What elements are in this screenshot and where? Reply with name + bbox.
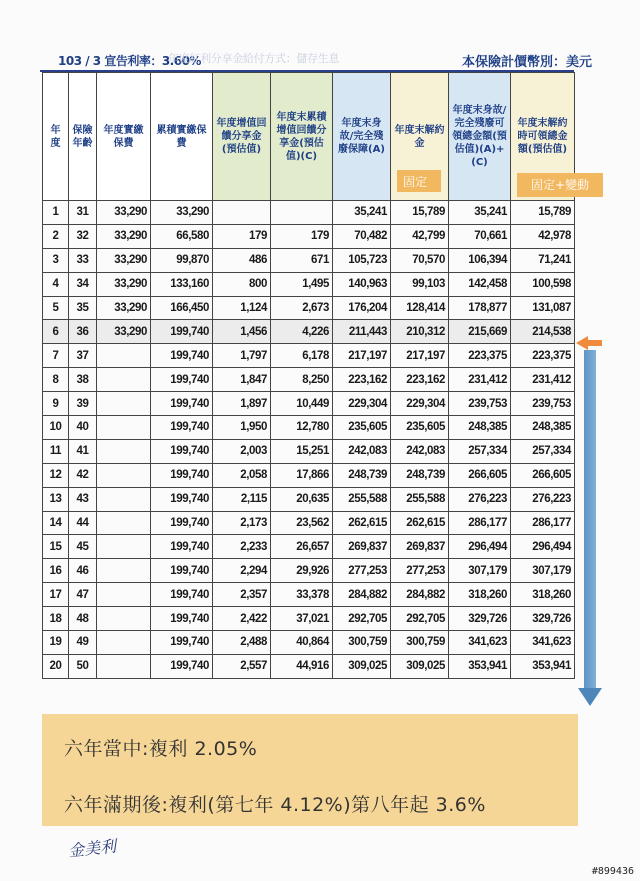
cell-annual-premium xyxy=(97,583,151,607)
header-total-death: 年度末身故/完全殘廢可領總金額(預估值)(A)+(C) xyxy=(449,73,511,201)
blue-range-bar xyxy=(584,350,596,690)
cell-total-surrender: 286,177 xyxy=(511,511,575,535)
table-row xyxy=(43,392,575,416)
cell-total-surrender: 307,179 xyxy=(511,559,575,583)
cell-cum-bonus: 2,673 xyxy=(271,296,333,320)
tag-fixed: 固定 xyxy=(397,170,441,192)
cell-year: 15 xyxy=(43,535,69,559)
header-annual-bonus: 年度增值回饋分享金(預估值) xyxy=(213,73,271,201)
cell-year: 10 xyxy=(43,416,69,440)
cell-total-death: 106,394 xyxy=(449,248,511,272)
cell-total-death: 231,412 xyxy=(449,368,511,392)
cell-total-surrender: 231,412 xyxy=(511,368,575,392)
faded-header-text: 年度紅利分享金給付方式：儲存生息 xyxy=(168,52,340,65)
cell-cum-bonus: 33,378 xyxy=(271,583,333,607)
cell-cum-premium: 166,450 xyxy=(151,296,213,320)
cell-total-death: 215,669 xyxy=(449,320,511,344)
cell-total-death: 178,877 xyxy=(449,296,511,320)
summary-box xyxy=(42,714,578,826)
cell-death-benefit: 211,443 xyxy=(333,320,391,344)
cell-year: 20 xyxy=(43,654,69,678)
cell-cum-bonus: 671 xyxy=(271,248,333,272)
cell-cum-bonus: 29,926 xyxy=(271,559,333,583)
cell-total-death: 223,375 xyxy=(449,344,511,368)
cell-total-death: 329,726 xyxy=(449,607,511,631)
cell-year: 14 xyxy=(43,511,69,535)
cell-cum-premium: 199,740 xyxy=(151,607,213,631)
table-header-row xyxy=(43,73,575,201)
cell-surrender: 248,739 xyxy=(391,463,449,487)
cell-cum-premium: 99,870 xyxy=(151,248,213,272)
cell-age: 33 xyxy=(69,248,97,272)
cell-annual-bonus: 179 xyxy=(213,224,271,248)
cell-cum-bonus: 10,449 xyxy=(271,392,333,416)
cell-age: 41 xyxy=(69,439,97,463)
cell-age: 45 xyxy=(69,535,97,559)
cell-surrender: 242,083 xyxy=(391,439,449,463)
cell-cum-bonus: 4,226 xyxy=(271,320,333,344)
header-cum-bonus: 年度末累積增值回饋分享金(預估值)(C) xyxy=(271,73,333,201)
cell-annual-bonus: 800 xyxy=(213,272,271,296)
cell-age: 38 xyxy=(69,368,97,392)
cell-annual-premium: 33,290 xyxy=(97,201,151,225)
cell-annual-bonus: 2,294 xyxy=(213,559,271,583)
header-total-surrender: 年度末解約時可領總金額(預估值) xyxy=(511,73,575,201)
table-row xyxy=(43,201,575,225)
cell-total-surrender: 131,087 xyxy=(511,296,575,320)
cell-year: 4 xyxy=(43,272,69,296)
cell-total-death: 296,494 xyxy=(449,535,511,559)
cell-total-surrender: 257,334 xyxy=(511,439,575,463)
header-death-benefit: 年度末身故/完全殘廢保障(A) xyxy=(333,73,391,201)
cell-cum-premium: 199,740 xyxy=(151,654,213,678)
cell-cum-premium: 33,290 xyxy=(151,201,213,225)
cell-age: 50 xyxy=(69,654,97,678)
cell-total-surrender: 353,941 xyxy=(511,654,575,678)
cell-age: 36 xyxy=(69,320,97,344)
cell-age: 31 xyxy=(69,201,97,225)
header-cum-premium: 累積實繳保費 xyxy=(151,73,213,201)
cell-year: 9 xyxy=(43,392,69,416)
summary-line-1: 六年當中:複利 2.05% xyxy=(64,738,258,760)
cell-annual-bonus: 2,115 xyxy=(213,487,271,511)
cell-year: 18 xyxy=(43,607,69,631)
cell-death-benefit: 255,588 xyxy=(333,487,391,511)
summary-line-2: 六年滿期後:複利(第七年 4.12%)第八年起 3.6% xyxy=(64,794,486,816)
cell-year: 19 xyxy=(43,631,69,655)
cell-death-benefit: 262,615 xyxy=(333,511,391,535)
cell-total-death: 239,753 xyxy=(449,392,511,416)
cell-total-death: 353,941 xyxy=(449,654,511,678)
cell-age: 47 xyxy=(69,583,97,607)
cell-total-surrender: 100,598 xyxy=(511,272,575,296)
cell-year: 17 xyxy=(43,583,69,607)
cell-total-death: 286,177 xyxy=(449,511,511,535)
cell-cum-premium: 199,740 xyxy=(151,631,213,655)
cell-death-benefit: 300,759 xyxy=(333,631,391,655)
cell-surrender: 262,615 xyxy=(391,511,449,535)
cell-surrender: 235,605 xyxy=(391,416,449,440)
cell-annual-premium xyxy=(97,344,151,368)
orange-arrow-icon xyxy=(576,336,588,350)
cell-year: 5 xyxy=(43,296,69,320)
cell-year: 8 xyxy=(43,368,69,392)
cell-age: 42 xyxy=(69,463,97,487)
cell-surrender: 255,588 xyxy=(391,487,449,511)
cell-annual-bonus xyxy=(213,201,271,225)
cell-age: 35 xyxy=(69,296,97,320)
table-row xyxy=(43,559,575,583)
cell-age: 40 xyxy=(69,416,97,440)
cell-death-benefit: 284,882 xyxy=(333,583,391,607)
cell-surrender: 229,304 xyxy=(391,392,449,416)
cell-annual-bonus: 486 xyxy=(213,248,271,272)
table-row xyxy=(43,511,575,535)
cell-year: 13 xyxy=(43,487,69,511)
cell-annual-bonus: 2,058 xyxy=(213,463,271,487)
table-row xyxy=(43,416,575,440)
cell-total-death: 142,458 xyxy=(449,272,511,296)
cell-death-benefit: 35,241 xyxy=(333,201,391,225)
cell-total-surrender: 42,978 xyxy=(511,224,575,248)
table-row xyxy=(43,272,575,296)
cell-total-surrender: 214,538 xyxy=(511,320,575,344)
cell-cum-premium: 199,740 xyxy=(151,535,213,559)
cell-annual-premium xyxy=(97,392,151,416)
cell-death-benefit: 70,482 xyxy=(333,224,391,248)
table-row xyxy=(43,224,575,248)
cell-cum-bonus: 15,251 xyxy=(271,439,333,463)
cell-cum-bonus: 6,178 xyxy=(271,344,333,368)
cell-total-death: 70,661 xyxy=(449,224,511,248)
cell-surrender: 269,837 xyxy=(391,535,449,559)
table-row xyxy=(43,296,575,320)
cell-surrender: 70,570 xyxy=(391,248,449,272)
cell-cum-premium: 199,740 xyxy=(151,416,213,440)
cell-cum-premium: 199,740 xyxy=(151,511,213,535)
cell-cum-premium: 199,740 xyxy=(151,344,213,368)
cell-year: 7 xyxy=(43,344,69,368)
cell-total-surrender: 329,726 xyxy=(511,607,575,631)
cell-annual-bonus: 2,357 xyxy=(213,583,271,607)
cell-surrender: 300,759 xyxy=(391,631,449,655)
policy-value-table xyxy=(42,72,575,679)
cell-total-death: 318,260 xyxy=(449,583,511,607)
cell-year: 3 xyxy=(43,248,69,272)
cell-total-surrender: 318,260 xyxy=(511,583,575,607)
cell-total-surrender: 266,605 xyxy=(511,463,575,487)
cell-year: 11 xyxy=(43,439,69,463)
cell-cum-bonus: 8,250 xyxy=(271,368,333,392)
cell-annual-bonus: 2,233 xyxy=(213,535,271,559)
cell-total-surrender: 296,494 xyxy=(511,535,575,559)
cell-cum-bonus: 179 xyxy=(271,224,333,248)
cell-annual-premium: 33,290 xyxy=(97,296,151,320)
cell-annual-premium xyxy=(97,631,151,655)
cell-death-benefit: 235,605 xyxy=(333,416,391,440)
cell-cum-premium: 199,740 xyxy=(151,392,213,416)
cell-total-death: 248,385 xyxy=(449,416,511,440)
cell-total-surrender: 223,375 xyxy=(511,344,575,368)
cell-annual-premium: 33,290 xyxy=(97,320,151,344)
cell-cum-premium: 133,160 xyxy=(151,272,213,296)
handwritten-signature: 金美利 xyxy=(67,836,117,861)
cell-cum-bonus: 17,866 xyxy=(271,463,333,487)
cell-annual-bonus: 2,557 xyxy=(213,654,271,678)
cell-cum-premium: 66,580 xyxy=(151,224,213,248)
cell-cum-premium: 199,740 xyxy=(151,368,213,392)
cell-annual-bonus: 1,897 xyxy=(213,392,271,416)
cell-surrender: 210,312 xyxy=(391,320,449,344)
cell-year: 1 xyxy=(43,201,69,225)
cell-death-benefit: 292,705 xyxy=(333,607,391,631)
header-annual-premium: 年度實繳保費 xyxy=(97,73,151,201)
cell-year: 2 xyxy=(43,224,69,248)
cell-annual-premium xyxy=(97,559,151,583)
cell-total-surrender: 15,789 xyxy=(511,201,575,225)
watermark-id: #899436 xyxy=(591,866,634,877)
cell-cum-bonus: 40,864 xyxy=(271,631,333,655)
header-year: 年度 xyxy=(43,73,69,201)
cell-annual-premium xyxy=(97,416,151,440)
cell-death-benefit: 277,253 xyxy=(333,559,391,583)
cell-age: 48 xyxy=(69,607,97,631)
table-row xyxy=(43,320,575,344)
tag-fixed-variable: 固定+變動 xyxy=(517,173,603,197)
cell-annual-bonus: 2,003 xyxy=(213,439,271,463)
cell-total-surrender: 248,385 xyxy=(511,416,575,440)
table-row xyxy=(43,439,575,463)
cell-death-benefit: 105,723 xyxy=(333,248,391,272)
cell-age: 49 xyxy=(69,631,97,655)
cell-cum-bonus: 23,562 xyxy=(271,511,333,535)
orange-arrow-tail xyxy=(588,340,602,346)
cell-surrender: 42,799 xyxy=(391,224,449,248)
table-row xyxy=(43,607,575,631)
cell-annual-premium xyxy=(97,368,151,392)
cell-cum-premium: 199,740 xyxy=(151,583,213,607)
cell-death-benefit: 269,837 xyxy=(333,535,391,559)
cell-age: 34 xyxy=(69,272,97,296)
cell-annual-premium: 33,290 xyxy=(97,224,151,248)
cell-death-benefit: 217,197 xyxy=(333,344,391,368)
cell-cum-bonus: 44,916 xyxy=(271,654,333,678)
cell-surrender: 128,414 xyxy=(391,296,449,320)
cell-annual-bonus: 2,488 xyxy=(213,631,271,655)
cell-annual-bonus: 2,173 xyxy=(213,511,271,535)
cell-death-benefit: 242,083 xyxy=(333,439,391,463)
cell-annual-bonus: 1,847 xyxy=(213,368,271,392)
cell-annual-bonus: 1,124 xyxy=(213,296,271,320)
cell-cum-premium: 199,740 xyxy=(151,463,213,487)
cell-total-surrender: 239,753 xyxy=(511,392,575,416)
cell-cum-bonus xyxy=(271,201,333,225)
cell-surrender: 15,789 xyxy=(391,201,449,225)
cell-annual-premium xyxy=(97,654,151,678)
cell-total-death: 35,241 xyxy=(449,201,511,225)
cell-total-death: 266,605 xyxy=(449,463,511,487)
cell-total-death: 341,623 xyxy=(449,631,511,655)
cell-year: 16 xyxy=(43,559,69,583)
cell-death-benefit: 309,025 xyxy=(333,654,391,678)
blue-down-arrow-icon xyxy=(578,688,602,706)
cell-total-death: 276,223 xyxy=(449,487,511,511)
cell-annual-premium: 33,290 xyxy=(97,272,151,296)
cell-total-death: 307,179 xyxy=(449,559,511,583)
currency-label: 本保險計價幣別：美元 xyxy=(462,55,593,70)
cell-cum-bonus: 20,635 xyxy=(271,487,333,511)
cell-cum-premium: 199,740 xyxy=(151,487,213,511)
cell-cum-bonus: 37,021 xyxy=(271,607,333,631)
cell-annual-premium xyxy=(97,511,151,535)
cell-cum-bonus: 12,780 xyxy=(271,416,333,440)
cell-death-benefit: 176,204 xyxy=(333,296,391,320)
cell-cum-premium: 199,740 xyxy=(151,559,213,583)
cell-annual-premium xyxy=(97,535,151,559)
cell-total-surrender: 276,223 xyxy=(511,487,575,511)
cell-annual-bonus: 2,422 xyxy=(213,607,271,631)
cell-age: 43 xyxy=(69,487,97,511)
cell-surrender: 223,162 xyxy=(391,368,449,392)
cell-cum-premium: 199,740 xyxy=(151,439,213,463)
cell-surrender: 277,253 xyxy=(391,559,449,583)
cell-age: 44 xyxy=(69,511,97,535)
table-row xyxy=(43,344,575,368)
table-row xyxy=(43,463,575,487)
cell-year: 6 xyxy=(43,320,69,344)
cell-annual-bonus: 1,456 xyxy=(213,320,271,344)
cell-age: 46 xyxy=(69,559,97,583)
cell-death-benefit: 140,963 xyxy=(333,272,391,296)
cell-death-benefit: 223,162 xyxy=(333,368,391,392)
cell-cum-bonus: 26,657 xyxy=(271,535,333,559)
table-row xyxy=(43,487,575,511)
cell-surrender: 284,882 xyxy=(391,583,449,607)
cell-annual-bonus: 1,950 xyxy=(213,416,271,440)
table-row xyxy=(43,248,575,272)
cell-total-surrender: 71,241 xyxy=(511,248,575,272)
cell-death-benefit: 229,304 xyxy=(333,392,391,416)
cell-surrender: 217,197 xyxy=(391,344,449,368)
cell-cum-premium: 199,740 xyxy=(151,320,213,344)
cell-annual-premium xyxy=(97,439,151,463)
table-row xyxy=(43,631,575,655)
header-age: 保險年齡 xyxy=(69,73,97,201)
table-row xyxy=(43,368,575,392)
cell-surrender: 309,025 xyxy=(391,654,449,678)
cell-surrender: 99,103 xyxy=(391,272,449,296)
cell-age: 32 xyxy=(69,224,97,248)
cell-annual-premium xyxy=(97,487,151,511)
cell-year: 12 xyxy=(43,463,69,487)
cell-age: 39 xyxy=(69,392,97,416)
cell-total-death: 257,334 xyxy=(449,439,511,463)
rate-label: 103 / 3 宣告利率：3.60% xyxy=(58,54,201,68)
table-row xyxy=(43,535,575,559)
cell-age: 37 xyxy=(69,344,97,368)
cell-death-benefit: 248,739 xyxy=(333,463,391,487)
cell-cum-bonus: 1,495 xyxy=(271,272,333,296)
cell-annual-premium xyxy=(97,607,151,631)
cell-surrender: 292,705 xyxy=(391,607,449,631)
table-row xyxy=(43,583,575,607)
cell-annual-premium: 33,290 xyxy=(97,248,151,272)
header-surrender: 年度末解約金 xyxy=(391,73,449,201)
cell-annual-bonus: 1,797 xyxy=(213,344,271,368)
table-row xyxy=(43,654,575,678)
cell-total-surrender: 341,623 xyxy=(511,631,575,655)
cell-annual-premium xyxy=(97,463,151,487)
